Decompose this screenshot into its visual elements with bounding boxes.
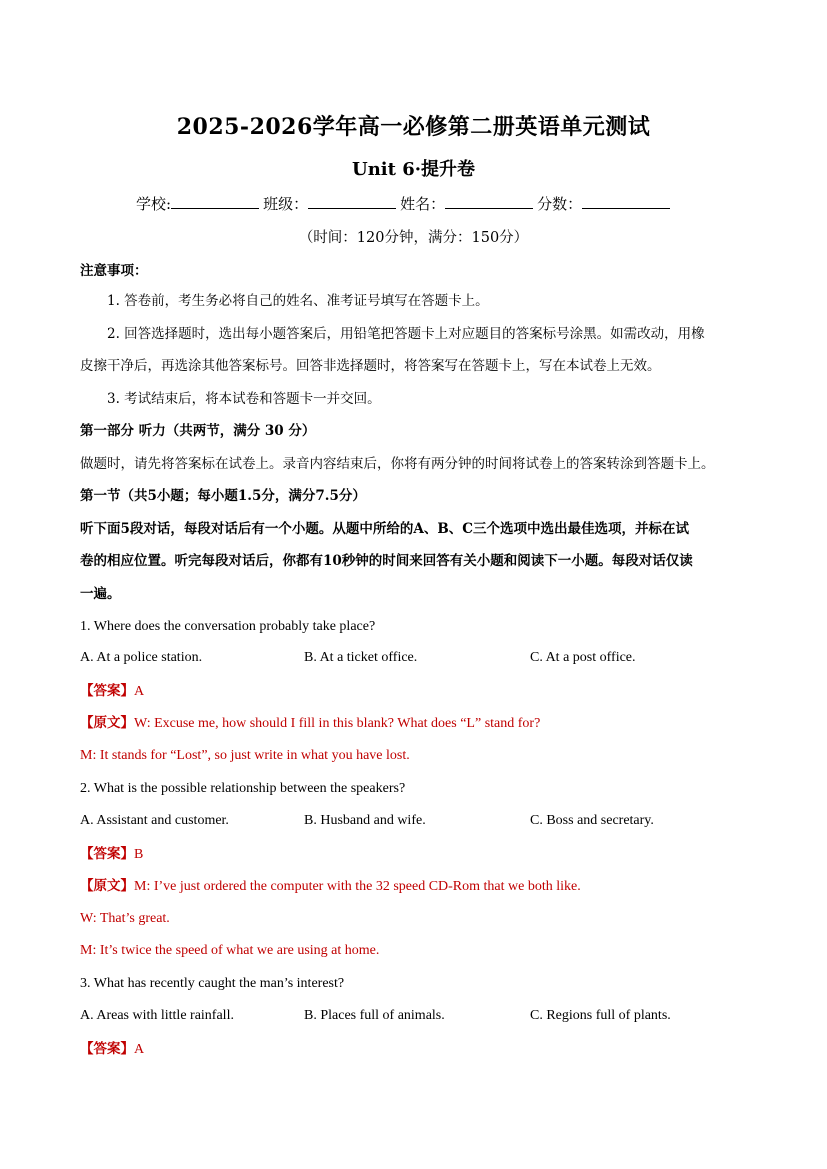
transcript-line — [80, 714, 540, 733]
transcript-line — [80, 877, 581, 896]
option-b: B. Places full of animals. — [304, 1008, 445, 1023]
note-item: 1. 答卷前，考生务必将自己的姓名、准考证号填写在答题卡上。 — [107, 293, 489, 309]
part1-instruction: 做题时，请先将答案标在试卷上。录音内容结束后，你将有两分钟的时间将试卷上的答案转涂到答题卡上。 — [80, 456, 715, 472]
answer-value: B — [134, 847, 144, 862]
question-stem: 1. Where does the conversation probably take place? — [80, 619, 376, 634]
option-c: C. Regions full of plants. — [530, 1008, 671, 1023]
class-blank[interactable] — [308, 194, 396, 209]
transcript-tag: 【原文】 — [80, 715, 134, 731]
section1-instruction: 一遍。 — [80, 586, 121, 602]
part1-heading: 第一部分 听力（共两节，满分 30 分） — [80, 423, 316, 439]
answer-tag: 【答案】 — [80, 1041, 134, 1057]
transcript-text: W: That’s great. — [80, 911, 170, 926]
answer-line — [80, 1040, 144, 1059]
option-a: A. At a police station. — [80, 650, 203, 665]
option-b: B. Husband and wife. — [304, 813, 426, 828]
transcript-text: M: It’s twice the speed of what we are using at home. — [80, 943, 380, 958]
time-info: （时间：120分钟，满分：150分） — [298, 230, 529, 246]
section1-instruction: 听下面5段对话，每段对话后有一个小题。从题中所给的A、B、C三个选项中选出最佳选项，并标在试 — [80, 521, 690, 537]
answer-line — [80, 845, 143, 864]
note-item: 3. 考试结束后，将本试卷和答题卡一并交回。 — [107, 391, 381, 407]
score-blank[interactable] — [582, 194, 670, 209]
name-label: 姓名： — [400, 195, 446, 213]
answer-line — [80, 682, 144, 701]
transcript-text: W: Excuse me, how should I fill in this blank? What does “L” stand for? — [134, 716, 541, 731]
transcript-text: M: I’ve just ordered the computer with the 32 speed CD-Rom that we both like. — [134, 879, 581, 894]
option-a: A. Areas with little rainfall. — [80, 1008, 234, 1023]
question-stem: 2. What is the possible relationship between the speakers? — [80, 781, 406, 796]
name-blank[interactable] — [445, 194, 533, 209]
notes-heading: 注意事项： — [80, 263, 148, 279]
class-label: 班级： — [263, 195, 309, 213]
option-c: C. At a post office. — [530, 650, 636, 665]
section1-heading: 第一节（共5小题；每小题1.5分，满分7.5分） — [80, 488, 366, 504]
answer-tag: 【答案】 — [80, 683, 134, 699]
option-c: C. Boss and secretary. — [530, 813, 654, 828]
question-stem: 3. What has recently caught the man’s interest? — [80, 976, 345, 991]
student-info-row — [136, 193, 674, 214]
note-item: 2. 回答选择题时，选出每小题答案后，用铅笔把答题卡上对应题目的答案标号涂黑。如需改动，用橡 — [107, 326, 705, 342]
school-blank[interactable] — [171, 194, 259, 209]
option-b: B. At a ticket office. — [304, 650, 418, 665]
transcript-text: M: It stands for “Lost”, so just write in what you have lost. — [80, 748, 410, 763]
option-a: A. Assistant and customer. — [80, 813, 229, 828]
answer-tag: 【答案】 — [80, 846, 134, 862]
answer-value: A — [134, 1042, 145, 1057]
transcript-tag: 【原文】 — [80, 878, 134, 894]
score-label: 分数： — [537, 195, 583, 213]
note-item: 皮擦干净后，再选涂其他答案标号。回答非选择题时，将答案写在答题卡上，写在本试卷上无效。 — [80, 358, 661, 374]
answer-value: A — [134, 684, 145, 699]
page-title: 2025-2026学年高一必修第二册英语单元测试 — [176, 114, 651, 140]
page-subtitle: Unit 6·提升卷 — [352, 159, 475, 180]
section1-instruction: 卷的相应位置。听完每段对话后，你都有10秒钟的时间来回答有关小题和阅读下一小题。每段对话仅读 — [80, 553, 693, 569]
school-label: 学校: — [136, 195, 172, 213]
